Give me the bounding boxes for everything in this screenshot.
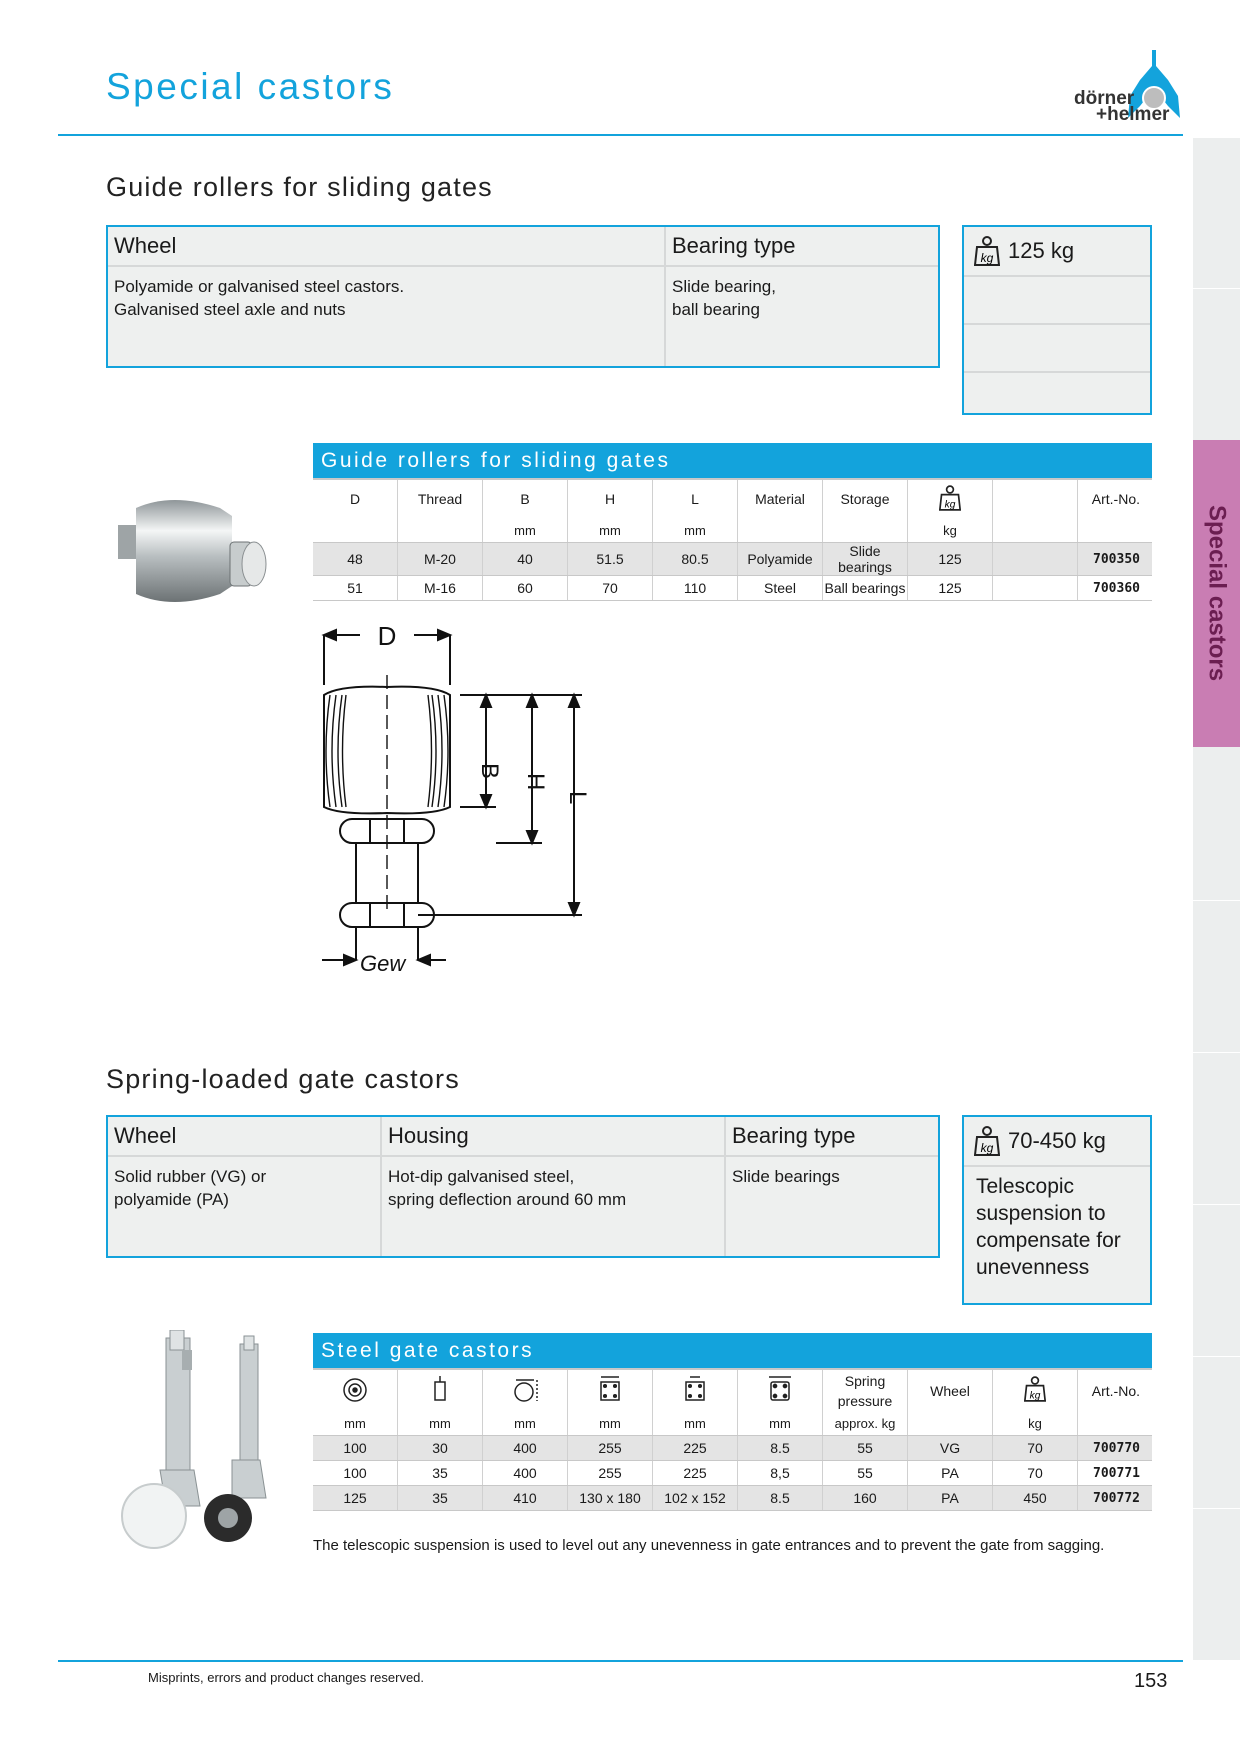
unit-cell: mm	[653, 1411, 738, 1436]
spring-castor-info-box	[106, 1115, 940, 1258]
side-tab-label: Special castors	[1203, 505, 1231, 682]
table-cell: 8,5	[738, 1461, 823, 1486]
svg-text:kg: kg	[980, 1141, 994, 1155]
unit-cell: kg	[993, 1411, 1078, 1436]
table-cell: 55	[823, 1461, 908, 1486]
table-cell: 225	[653, 1436, 738, 1461]
wheel-label: Wheel	[108, 227, 664, 267]
header-rule	[58, 134, 1183, 136]
unit-cell	[313, 518, 398, 543]
table-units-row	[313, 518, 1152, 543]
table-cell: 30	[398, 1436, 483, 1461]
unit-cell: mm	[738, 1411, 823, 1436]
section-tab-strip	[1193, 138, 1240, 1660]
table-row	[313, 543, 1152, 576]
footer-disclaimer: Misprints, errors and product changes reserved.	[148, 1670, 425, 1685]
table-title: Steel gate castors	[313, 1333, 1152, 1368]
bolt-hole-icon	[738, 1369, 823, 1411]
table-cell: VG	[908, 1436, 993, 1461]
table-row	[313, 1436, 1152, 1461]
table-row	[313, 576, 1152, 601]
wheel-label: Wheel	[108, 1117, 380, 1157]
unit-cell	[398, 518, 483, 543]
table-cell: 70	[993, 1436, 1078, 1461]
table-cell: PA	[908, 1461, 993, 1486]
footer-rule	[58, 1660, 1183, 1662]
housing-label: Housing	[382, 1117, 724, 1157]
unit-cell	[908, 1411, 993, 1436]
svg-text:Gew: Gew	[360, 951, 406, 976]
col-header-wheel: Wheel	[908, 1369, 993, 1411]
guide-roller-drawing	[310, 615, 600, 985]
table-cell: Polyamide	[738, 543, 823, 576]
col-header: L	[653, 479, 738, 518]
unit-cell	[738, 518, 823, 543]
table-cell: 400	[483, 1436, 568, 1461]
bearing-label: Bearing type	[726, 1117, 938, 1157]
bearing-text: Slide bearings	[732, 1167, 840, 1186]
table-cell: 110	[653, 576, 738, 601]
table-row	[313, 1461, 1152, 1486]
spring-castor-load-box	[962, 1115, 1152, 1305]
table-cell: Steel	[738, 576, 823, 601]
section-title-spring-castors: Spring-loaded gate castors	[106, 1064, 460, 1094]
article-number: 700350	[1078, 543, 1153, 576]
article-number: 700772	[1078, 1486, 1153, 1511]
col-header-spring: Spring pressure	[823, 1369, 908, 1411]
max-load-value: 125 kg	[1008, 238, 1075, 263]
kg-header	[993, 1369, 1078, 1411]
table-cell: 48	[313, 543, 398, 576]
table-cell: 55	[823, 1436, 908, 1461]
table-header-row	[313, 479, 1152, 518]
table-cell: 102 x 152	[653, 1486, 738, 1511]
unit-cell: mm	[483, 1411, 568, 1436]
unit-cell: approx. kg	[823, 1411, 908, 1436]
col-header: Thread	[398, 479, 483, 518]
page-title: Special castors	[106, 66, 395, 107]
guide-roller-info-box	[106, 225, 940, 368]
col-header: Storage	[823, 479, 908, 518]
svg-text:kg: kg	[1029, 1390, 1041, 1402]
col-header: B	[483, 479, 568, 518]
table-header-row	[313, 1369, 1152, 1411]
wheel-text: Polyamide or galvanised steel castors.	[114, 277, 405, 296]
kg-weight-icon	[939, 484, 961, 512]
svg-text:kg: kg	[980, 251, 994, 265]
unit-cell: mm	[398, 1411, 483, 1436]
unit-cell	[993, 518, 1078, 543]
table-cell: 125	[313, 1486, 398, 1511]
svg-text:D: D	[377, 621, 397, 651]
table-cell: 60	[483, 576, 568, 601]
table-cell: 35	[398, 1486, 483, 1511]
table-cell: M-16	[398, 576, 483, 601]
unit-cell	[1078, 1411, 1153, 1436]
col-header-artno: Art.-No.	[1091, 491, 1140, 507]
table-cell: 160	[823, 1486, 908, 1511]
wheel-width-icon	[398, 1369, 483, 1411]
table-cell	[993, 576, 1078, 601]
table-cell: 400	[483, 1461, 568, 1486]
wheel-diameter-icon	[313, 1369, 398, 1411]
table-cell: 125	[908, 576, 993, 601]
wheel-text: polyamide (PA)	[114, 1190, 229, 1209]
table-cell: Slide bearings	[823, 543, 908, 576]
table-cell: M-20	[398, 543, 483, 576]
table-cell: 255	[568, 1461, 653, 1486]
table-cell: 51.5	[568, 543, 653, 576]
col-header: D	[313, 479, 398, 518]
col-header	[993, 479, 1078, 518]
table-cell: 450	[993, 1486, 1078, 1511]
table-cell: 8.5	[738, 1486, 823, 1511]
page-number: 153	[1134, 1670, 1168, 1692]
unit-cell: mm	[568, 518, 653, 543]
table-cell: 70	[993, 1461, 1078, 1486]
unit-cell	[1078, 518, 1153, 543]
section-title-guide-rollers: Guide rollers for sliding gates	[106, 172, 493, 202]
wheel-text: Galvanised steel axle and nuts	[114, 300, 346, 319]
svg-text:kg: kg	[944, 498, 956, 510]
housing-text: spring deflection around 60 mm	[388, 1190, 627, 1209]
housing-text: Hot-dip galvanised steel,	[388, 1167, 575, 1186]
table-cell: 410	[483, 1486, 568, 1511]
table-cell: Ball bearings	[823, 576, 908, 601]
table-cell: 40	[483, 543, 568, 576]
bearing-text: Slide bearing,	[672, 277, 776, 296]
table-cell: PA	[908, 1486, 993, 1511]
unit-cell: mm	[483, 518, 568, 543]
wheel-text: Solid rubber (VG) or	[114, 1167, 267, 1186]
svg-text:L: L	[564, 791, 591, 805]
svg-text:+helmer: +helmer	[1096, 104, 1170, 125]
table-cell: 130 x 180	[568, 1486, 653, 1511]
kg-weight-icon	[974, 235, 1000, 267]
table-row	[313, 1486, 1152, 1511]
table-cell: 255	[568, 1436, 653, 1461]
table-cell: 8.5	[738, 1436, 823, 1461]
table-note: The telescopic suspension is used to level out any unevenness in gate entrances and to prevent the gate from sagging.	[313, 1537, 1105, 1554]
bearing-text: ball bearing	[672, 300, 760, 319]
feature-text: Telescopic suspension to compensate for unevenness	[976, 1175, 1121, 1279]
table-cell: 70	[568, 576, 653, 601]
gate-castor-table	[313, 1333, 1152, 1511]
guide-roller-load-box	[962, 225, 1152, 415]
col-header: H	[568, 479, 653, 518]
unit-cell: kg	[908, 518, 993, 543]
brand-logo	[1068, 46, 1186, 126]
unit-cell: mm	[313, 1411, 398, 1436]
article-number: 700360	[1078, 576, 1153, 601]
table-cell: 51	[313, 576, 398, 601]
table-cell: 100	[313, 1436, 398, 1461]
table-cell: 80.5	[653, 543, 738, 576]
tab-special-castors[interactable]	[1193, 440, 1240, 747]
table-title: Guide rollers for sliding gates	[313, 443, 1152, 478]
plate-size-icon	[568, 1369, 653, 1411]
hole-spacing-icon	[653, 1369, 738, 1411]
article-number: 700770	[1078, 1436, 1153, 1461]
unit-cell: mm	[568, 1411, 653, 1436]
total-height-icon	[483, 1369, 568, 1411]
svg-text:dörner: dörner	[1074, 88, 1135, 109]
kg-weight-icon	[974, 1125, 1000, 1157]
col-header: Material	[738, 479, 823, 518]
unit-cell	[823, 518, 908, 543]
unit-cell: mm	[653, 518, 738, 543]
max-load-value: 70-450 kg	[1008, 1128, 1106, 1153]
table-cell: 100	[313, 1461, 398, 1486]
guide-roller-table	[313, 443, 1152, 601]
article-number: 700771	[1078, 1461, 1153, 1486]
bearing-label: Bearing type	[666, 227, 938, 267]
table-cell: 125	[908, 543, 993, 576]
gate-castor-photo	[120, 1330, 280, 1555]
svg-text:B: B	[476, 763, 503, 780]
guide-roller-photo	[112, 490, 272, 610]
table-cell	[993, 543, 1078, 576]
col-header-artno: Art.-No.	[1091, 1382, 1140, 1399]
table-cell: 35	[398, 1461, 483, 1486]
svg-text:H: H	[522, 773, 549, 791]
kg-weight-icon	[1024, 1375, 1046, 1403]
kg-header	[908, 479, 993, 518]
table-cell: 225	[653, 1461, 738, 1486]
table-units-row	[313, 1411, 1152, 1436]
